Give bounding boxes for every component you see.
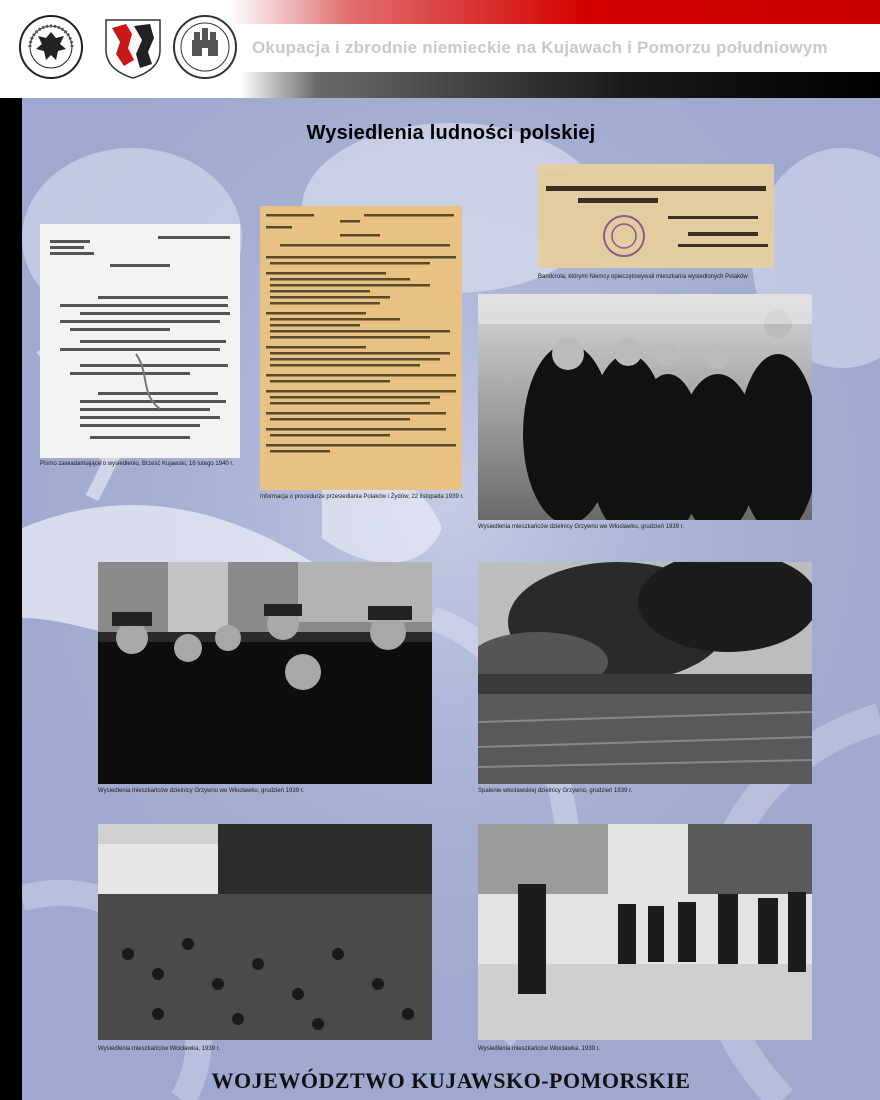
caption-1: Pismo zawiadamiające o wysiedleniu, Brześć Kujawski, 16 lutego 1940 r. <box>40 461 234 467</box>
caption-2: Informacja o procedurze przesiedlania Polaków i Żydów, 22 listopada 1939 r. <box>260 494 464 500</box>
resettlement-procedure-document <box>260 206 462 490</box>
burning-grzywno-photo <box>478 562 812 784</box>
left-black-bar <box>0 98 22 1100</box>
header-dark-band <box>240 72 880 98</box>
city-seal-icon <box>172 14 238 80</box>
caption-3: Bandcrola, którymi Niemcy opieczętowywali mieszkania wysiedlonych Polaków <box>538 274 748 280</box>
deportation-wloclawek-photo-2 <box>478 824 812 1040</box>
header-red-band <box>230 0 880 24</box>
seal-banderole-document <box>538 164 774 268</box>
caption-5: Wysiedlenia mieszkańców dzielnicy Grzywno we Włocławku, grudzień 1939 r. <box>98 788 305 794</box>
header <box>0 0 880 98</box>
deportation-wloclawek-photo-1 <box>98 824 432 1040</box>
deportation-photo-grzywno-1 <box>478 294 812 520</box>
exhibition-panel <box>22 98 880 1100</box>
caption-7: Wysiedlenia mieszkańców Włocławka, 1939 r. <box>98 1046 220 1052</box>
footer-title: WOJEWÓDZTWO KUJAWSKO-POMORSKIE <box>211 1068 691 1093</box>
caption-8: Wysiedlenia mieszkańców Włocławka, 1939 r. <box>478 1046 600 1052</box>
panel-title: Wysiedlenia ludności polskiej <box>306 122 596 144</box>
caption-6: Spalenie włocławskiej dzielnicy Grzywno, grudzień 1939 r. <box>478 788 633 794</box>
header-title: Okupacja i zbrodnie niemieckie na Kujawach i Pomorzu południowym <box>252 38 828 57</box>
deportation-photo-grzywno-2 <box>98 562 432 784</box>
caption-4: Wysiedlenia mieszkańców dzielnicy Grzywno we Włocławku, grudzień 1939 r. <box>478 524 685 530</box>
ipn-logo-icon <box>18 14 84 80</box>
eviction-notice-document <box>40 224 240 458</box>
coat-of-arms-icon <box>100 14 166 80</box>
